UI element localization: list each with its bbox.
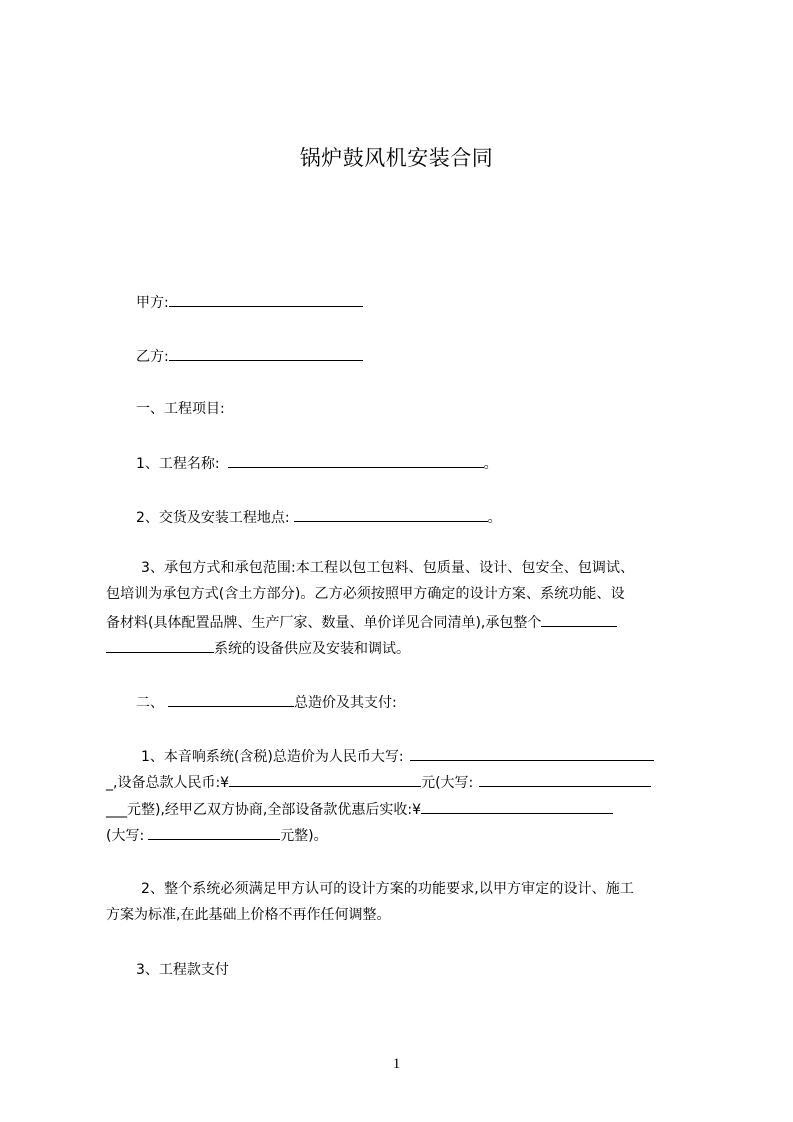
party-a-line (136, 292, 363, 312)
section-2-heading-start: 二、 (136, 695, 164, 711)
scope-system-blank-1[interactable] (541, 612, 617, 627)
total-price-words-blank[interactable] (410, 746, 654, 761)
delivery-location-end: 。 (487, 510, 502, 526)
party-b-label: 乙方: (136, 349, 169, 365)
section-2-heading (136, 692, 397, 712)
discounted-total-blank[interactable] (421, 799, 613, 814)
price-line-4 (106, 825, 328, 845)
page-number: 1 (392, 1056, 401, 1072)
price-line-2-b: 元(大写: (421, 775, 474, 791)
equipment-total-blank[interactable] (229, 772, 421, 787)
scope-line-4 (106, 638, 410, 658)
delivery-location-blank[interactable] (294, 507, 488, 522)
section-2-heading-end: 总造价及其支付: (294, 695, 397, 711)
price-line-2-a: _,设备总款人民币:¥ (106, 775, 230, 791)
price-line-1-text: 1、本音响系统(含税)总造价为人民币大写: (141, 749, 404, 765)
project-name-end: 。 (483, 456, 498, 472)
price-line-2 (106, 772, 651, 792)
delivery-location-label: 2、交货及安装工程地点: (136, 510, 290, 526)
scope-line-1: 3、承包方式和承包范围:本工程以包工包料、包质量、设计、包安全、包调试、 (141, 560, 635, 576)
payment-heading: 3、工程款支付 (136, 962, 229, 978)
price-line-3 (106, 799, 613, 819)
price-line-1 (141, 746, 654, 766)
equipment-total-words-blank[interactable] (479, 772, 651, 787)
price-line-4-b: 元整)。 (280, 828, 328, 844)
project-name-label: 1、工程名称: (136, 456, 220, 472)
project-name-line (136, 453, 498, 473)
party-b-blank[interactable] (169, 346, 363, 361)
scope-line-3-text: 备材料(具体配置品牌、生产厂家、数量、单价详见合同清单),承包整个 (106, 615, 542, 631)
project-name-blank[interactable] (228, 453, 484, 468)
scope-system-blank-2[interactable] (106, 638, 214, 653)
document-title: 锅炉鼓风机安装合同 (299, 146, 494, 170)
party-a-label: 甲方: (136, 295, 169, 311)
requirement-line-1: 2、整个系统必须满足甲方认可的设计方案的功能要求,以甲方审定的设计、施工 (141, 881, 634, 897)
discounted-words-blank[interactable] (148, 825, 280, 840)
party-a-blank[interactable] (169, 292, 363, 307)
requirement-line-2: 方案为标准,在此基础上价格不再作任何调整。 (106, 907, 391, 923)
section-1-heading: 一、工程项目: (136, 401, 225, 417)
scope-line-4-text: 系统的设备供应及安装和调试。 (214, 641, 410, 657)
price-line-3-a: ___元整),经甲乙双方协商,全部设备款优惠后实收:¥ (106, 802, 421, 818)
party-b-line (136, 346, 363, 366)
delivery-location-line (136, 507, 502, 527)
scope-line-2: 包培训为承包方式(含土方部分)。乙方必须按照甲方确定的设计方案、系统功能、设 (106, 586, 625, 602)
section-2-system-blank[interactable] (168, 692, 294, 707)
price-line-4-a: (大写: (106, 828, 145, 844)
scope-line-3 (106, 612, 617, 632)
